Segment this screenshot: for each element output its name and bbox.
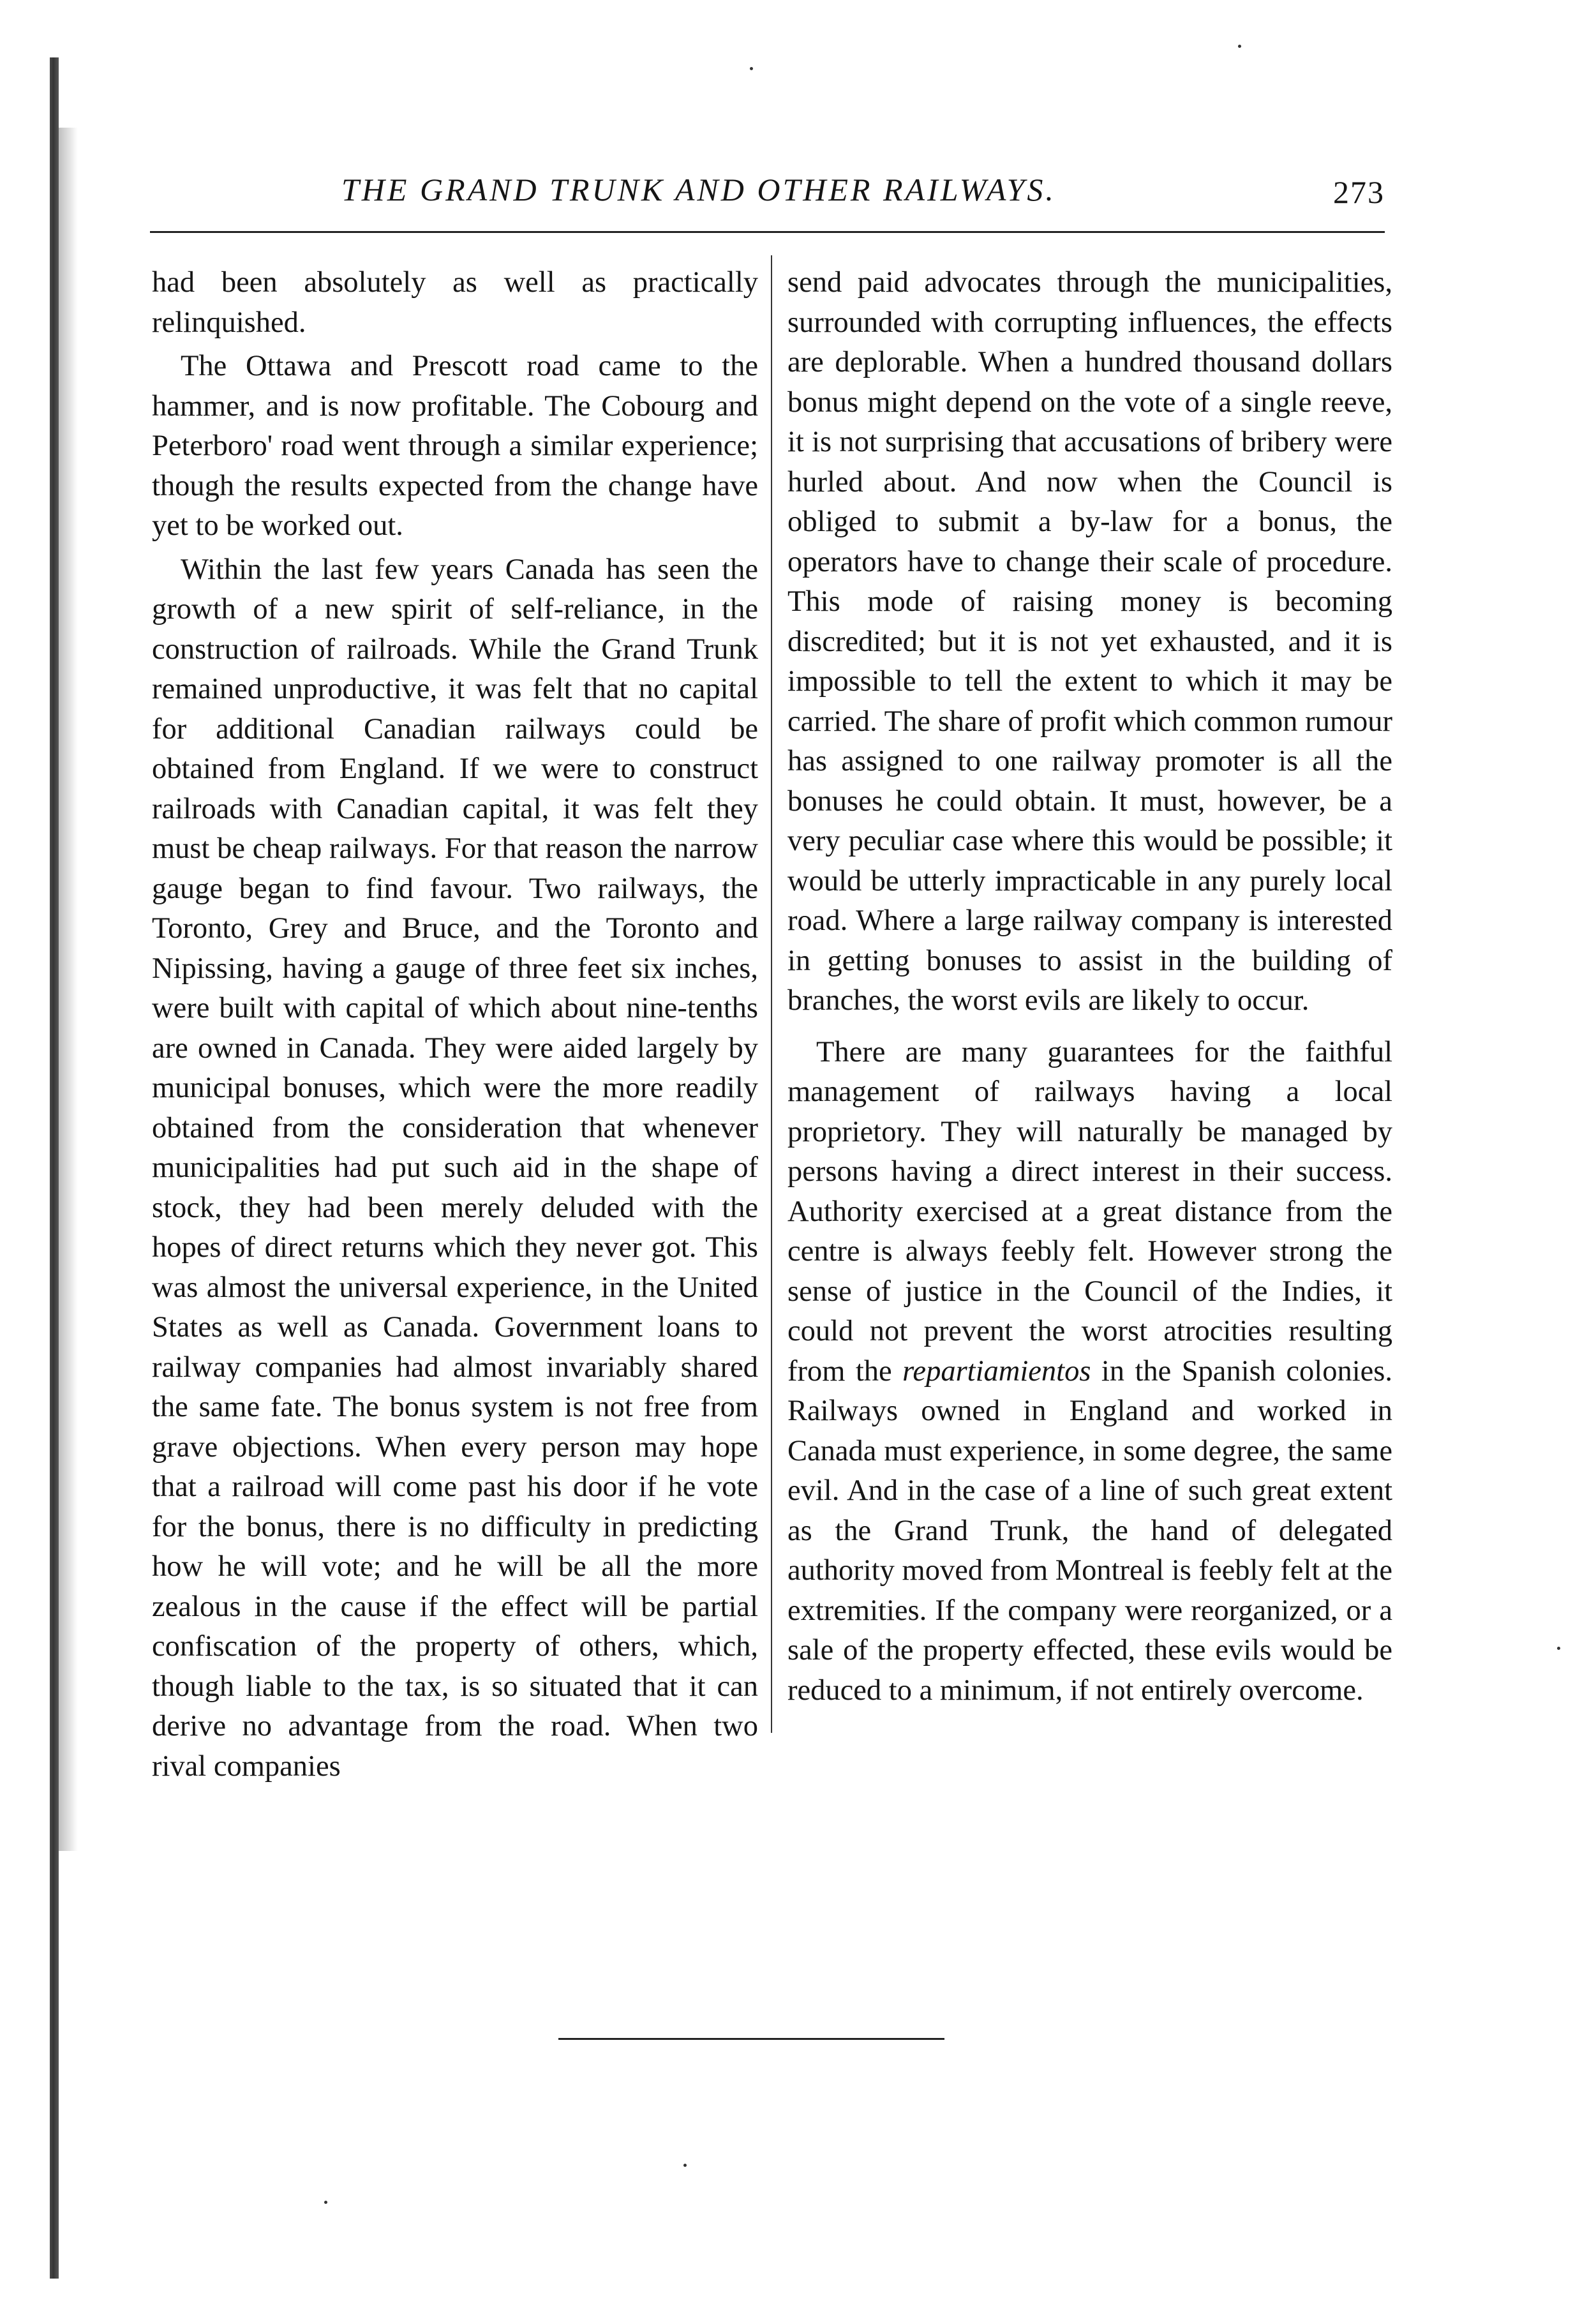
print-speck: [1238, 45, 1241, 48]
paragraph: Within the last few years Canada has seen the growth of a new spirit of self-reliance, in the construction of railroads. While the Grand Trunk remained unproductive, it was felt that no capital for additional Canadian railways could be obtained from England. If we were to construct railroads with Canadian capital, it was felt they must be cheap railways. For that reason the narrow gauge began to find favour. Two railways, the Toronto, Grey and Bruce, and the Toronto and Nipissing, having a gauge of three feet six inches, were built with capital of which about nine-tenths are owned in Canada. They were aided largely by municipal bonuses, which were the more readily obtained from the consideration that whenever municipalities had put such aid in the shape of stock, they had been merely deluded with the hopes of direct returns which they never got. This was almost the universal experience, in the United States as well as Canada. Government loans to railway companies had almost invariably shared the same fate. The bonus system is not free from grave objections. When every person may hope that a railroad will come past his door if he vote for the bonus, there is no difficulty in predicting how he will vote; and he will be all the more zealous in the cause if the effect will be partial confiscation of the property of others, which, though liable to the tax, is so situated that it can derive no advantage from the road. When two rival companies: [152, 553, 758, 1783]
running-header: [150, 171, 1385, 216]
binding-shadow: [59, 128, 78, 1851]
italic-term: repartiamientos: [902, 1354, 1091, 1388]
column-divider: [771, 255, 772, 1733]
paragraph-text: There are many guarantees for the faithful management of railways having a local proprietory. They will naturally be managed by persons having a direct interest in their success. Authority exercised at a great distance from the centre is always feebly felt. However strong the sense of justice in the Council of the Indies, it could not prevent the worst atrocities resulting from the: [787, 1035, 1392, 1388]
left-column: [152, 263, 758, 1786]
paragraph: [787, 1033, 1392, 1711]
right-column: [787, 263, 1392, 1711]
paragraph-text: in the Spanish colonies. Railways owned in England and worked in Canada must experience, in some degree, the same evil. And in the case of a line of such great extent as the Grand Trunk, the hand of delegated authority moved from Montreal is feebly felt at the extremities. If the company were reorganized, or a sale of the property effected, these evils would be reduced to a minimum, if not entirely overcome.: [787, 1354, 1392, 1707]
running-title: THE GRAND TRUNK AND OTHER RAILWAYS.: [341, 172, 1056, 207]
print-speck: [1557, 1647, 1560, 1650]
print-speck: [324, 2201, 327, 2204]
book-binding-edge: [50, 57, 59, 2279]
print-speck: [750, 67, 753, 70]
paragraph: The Ottawa and Prescott road came to the hammer, and is now profitable. The Cobourg and Peterboro' road went through a similar experience; though the results expected from the change have yet to be worked out.: [152, 350, 758, 542]
print-speck: [683, 2164, 687, 2167]
section-end-rule: [558, 2038, 944, 2040]
page-number: 273: [1333, 174, 1385, 210]
header-rule: [150, 231, 1385, 233]
paragraph: had been absolutely as well as practically relinquished.: [152, 266, 758, 339]
paragraph: send paid advocates through the municipalities, surrounded with corrupting influences, the effects are deplorable. When a hundred thousand dollars bonus might depend on the vote of a single reeve, it is not surprising that accusations of bribery were hurled about. And now when the Council is obliged to submit a by-law for a bonus, the operators have to change their scale of procedure. This mode of raising money is becoming discredited; but it is not yet exhausted, and it is impossible to tell the extent to which it may be carried. The share of profit which common rumour has assigned to one railway promoter is all the bonuses he could obtain. It must, however, be a very peculiar case where this would be possible; it would be utterly impracticable in any purely local road. Where a large railway company is interested in getting bonuses to assist in the building of branches, the worst evils are likely to occur.: [787, 266, 1392, 1017]
